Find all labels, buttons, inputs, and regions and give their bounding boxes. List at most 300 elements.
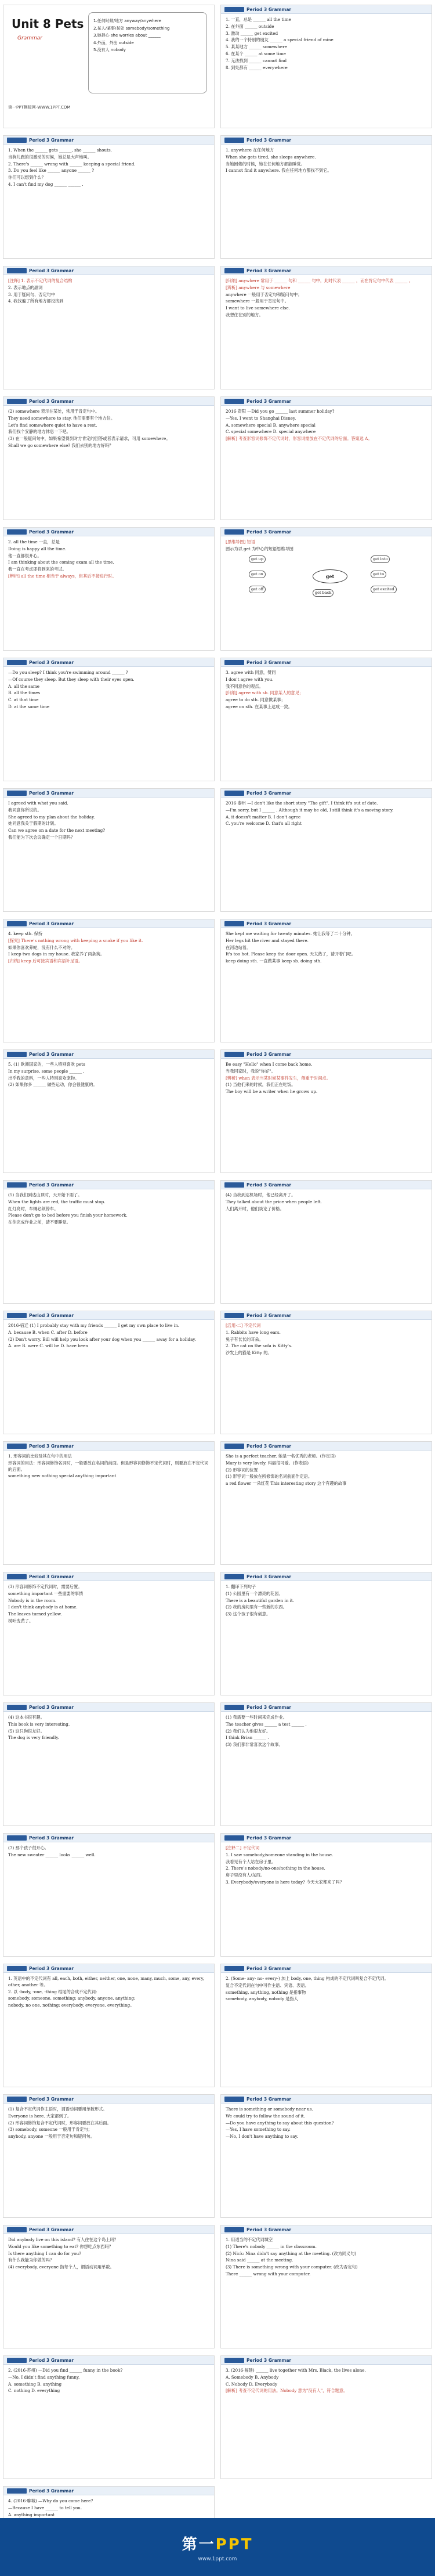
slide-line: In my surprise, some people ______ . — [8, 1068, 85, 1074]
slide-line: 当我回家时，我说"你好"。 — [226, 1068, 276, 1074]
slide-line: Everyone is here. 大家都到了。 — [8, 2113, 72, 2119]
slide — [217, 1830, 435, 1960]
slide-card — [220, 1441, 432, 1565]
slide-line: Nobody is in the room. — [8, 1597, 57, 1603]
slide-line: (4) 这本书很有趣。 — [8, 1715, 45, 1720]
slide-line: C. Nobody D. Everybody — [226, 2381, 278, 2387]
slide-line: 红灯亮时，车辆必须停车。 — [8, 1206, 59, 1211]
header-title: Period 3 Grammar — [246, 398, 292, 404]
slide-line: Let's find somewhere quiet to have a rest. — [8, 422, 97, 428]
slide-header — [221, 1311, 432, 1320]
slide-line: 形容词的用法：形容词修饰名词时，一般要放在名词的前面。但是形容词修饰不定代词时，则要放在不定代词的后面。 — [8, 1460, 209, 1472]
slide-line: 1. 翻译下列句子 — [226, 1584, 256, 1589]
slide-line: 1. Rabbits have long ears. — [226, 1329, 281, 1335]
slide-body — [3, 667, 214, 714]
slide-line: 7. 无法找到 ______ cannot find — [226, 57, 287, 63]
slide-line: Shall we go somewhere else? 我们去别的地方好吗？ — [8, 442, 114, 448]
slide — [217, 1307, 435, 1438]
slide-body — [221, 1059, 432, 1099]
slide-line: (3) There is something wrong with your computer. (改为否定句) — [226, 2264, 358, 2270]
slide-line: —No, I don't have anything to say. — [226, 2134, 298, 2140]
cover-site: 第一PPT模板网-WWW.1PPT.COM — [8, 105, 71, 110]
slide-line: 1. I saw somebody/someone standing in the house. — [226, 1852, 334, 1857]
slide-line: —Yes. I went to Shanghai Disney. — [226, 415, 296, 421]
slide-line: (1) There's nobody ______ in the classroom. — [226, 2243, 317, 2249]
cover-card — [3, 5, 215, 128]
slide-header — [3, 1834, 214, 1842]
slide-card — [3, 2225, 215, 2348]
header-badge-icon — [7, 1182, 27, 1188]
header-title: Period 3 Grammar — [29, 2227, 74, 2232]
slide-card — [220, 1311, 432, 1434]
slide-line: (2) 形容词修饰复合不定代词时，形容词要放在其后面。 — [8, 2120, 111, 2126]
slide-header — [3, 397, 214, 406]
header-title: Period 3 Grammar — [246, 659, 292, 665]
slide-body — [3, 1059, 214, 1092]
slide-line: 1. anywhere 在任何地方 — [226, 147, 274, 153]
header-title: Period 3 Grammar — [29, 398, 74, 404]
slide-card — [220, 396, 432, 520]
slide-line: (2) Nick: Nina didn't say anything at the meeting. (改为同义句) — [226, 2250, 357, 2256]
slide-card — [220, 1180, 432, 1304]
header-badge-icon — [224, 1182, 244, 1188]
slide-line: A. somewhere special B. anywhere special — [226, 422, 316, 428]
header-badge-icon — [7, 1574, 27, 1579]
slide-line: 如果你喜欢养蛇，没有什么不对的。 — [8, 944, 75, 950]
slide-line: [辨析] all the time 相当于 always，但其后不接进行时。 — [8, 573, 117, 579]
slide-line: Can we agree on a date for the next meeting? — [8, 828, 106, 834]
slide-line: 4. I can't find my dog ______ ______ . — [8, 181, 84, 187]
slide-header — [221, 528, 432, 536]
slide-header — [221, 5, 432, 14]
slide-line: D. at the same time — [8, 703, 50, 709]
slide-card — [3, 266, 215, 389]
slide-line: 6. 在某个 ______ at some time — [226, 50, 286, 56]
slide-header — [3, 2487, 214, 2495]
slide-line: 人们离开时，他们谈论了价格。 — [226, 1206, 284, 1211]
slide-line: keep doing sth. 一直做某事 keep sb. doing sth. — [226, 958, 322, 964]
slide-line: There is a beautiful garden in it. — [226, 1597, 295, 1603]
slide-card — [3, 1311, 215, 1434]
slide-body — [221, 1712, 432, 1752]
header-badge-icon — [7, 529, 27, 535]
header-badge-icon — [7, 1313, 27, 1318]
slide-line: I think Brian ______ . — [226, 1735, 269, 1741]
slide-header — [221, 1442, 432, 1451]
slide-card — [220, 135, 432, 259]
header-title: Period 3 Grammar — [29, 1312, 74, 1318]
slide-card — [220, 2094, 432, 2218]
slide — [0, 262, 217, 393]
header-badge-icon — [224, 921, 244, 926]
header-badge-icon — [7, 2488, 27, 2494]
slide — [217, 1568, 435, 1699]
slide-line: 4. (2016·聊城) —Why do you come here? — [8, 2498, 93, 2503]
slide-line: anybody, anyone 一般用于否定句和疑问句。 — [8, 2134, 95, 2140]
mind-map — [226, 553, 427, 600]
slide — [217, 2221, 435, 2352]
slide-body — [3, 275, 214, 308]
slide-line: I don't agree with you. — [226, 676, 274, 682]
header-title: Period 3 Grammar — [29, 2488, 74, 2494]
slide-line: (2) Don't worry. Bill will help you look after your dog when you ______ away for a holiday. — [8, 1336, 196, 1342]
header-title: Period 3 Grammar — [246, 6, 292, 12]
slide-line: 3. 激动 ______ get excited — [226, 30, 278, 36]
slide-header — [221, 1050, 432, 1059]
slide-body — [3, 2234, 214, 2274]
slide-card — [3, 2355, 215, 2479]
slide-line: 我一直在考虑即将到来的考试。 — [8, 567, 67, 572]
slide-line: 2. 在外面 ______ outside — [226, 23, 274, 29]
slide-header — [221, 136, 432, 145]
slide — [0, 524, 217, 654]
slide-line: She agreed to my plan about the holiday. — [8, 814, 95, 820]
header-badge-icon — [224, 7, 244, 12]
slide-line: 他一直都很开心。 — [8, 553, 42, 558]
header-badge-icon — [224, 2358, 244, 2363]
logo-accent: PPT — [215, 2535, 253, 2553]
slide-body — [221, 1320, 432, 1360]
slide-line: The teacher gives ______ a test ______ . — [226, 1721, 307, 1727]
slide-line: 4. keep sth. 保持 — [8, 931, 43, 936]
slide-line: 1. 英语中的不定代词有 all, each, both, either, neither, one, none, many, much, some, any, every, other, another 等。 — [8, 1976, 204, 1987]
slide-body — [221, 1842, 432, 1889]
slide-line: 2. all the time 一直，总是 — [8, 539, 60, 544]
slide — [217, 1699, 435, 1830]
slide-line: I am thinking about the coming exam all the time. — [8, 560, 114, 565]
header-badge-icon — [7, 1835, 27, 1841]
header-badge-icon — [7, 1444, 27, 1449]
slide-line: 8. 到处都有 ______ everywhere — [226, 64, 288, 70]
header-title: Period 3 Grammar — [29, 1443, 74, 1449]
slide — [0, 132, 217, 262]
slide-line: They talked about the price when people left. — [226, 1199, 322, 1204]
slide-line: [辨析] when 表示当某时候某事件发生，侧重于时间点。 — [226, 1075, 331, 1081]
slide-line: [归纳] anywhere 常用于 ______ 句和 ______ 句中，此时代表 ______ ，而在肯定句中代表 ______ 。 — [226, 278, 413, 283]
bubble-line: 1.任何时候/地方 anyway/anywhere — [93, 19, 162, 23]
header-title: Period 3 Grammar — [246, 1574, 292, 1579]
slide-line: anywhere 一般用于否定句和疑问句中； — [226, 291, 302, 297]
header-badge-icon — [7, 1966, 27, 1971]
slide-body — [221, 1973, 432, 2006]
slide-body — [221, 2104, 432, 2144]
header-title: Period 3 Grammar — [246, 2357, 292, 2363]
header-badge-icon — [224, 1705, 244, 1710]
slide-line: 当狗儿跑的很激动的时候，她总是大声地叫。 — [8, 154, 92, 160]
header-title: Period 3 Grammar — [29, 1574, 74, 1579]
slide-line: —Of course they sleep. But they sleep with their eyes open. — [8, 676, 135, 682]
slide-body — [221, 275, 432, 322]
slide-card — [3, 527, 215, 651]
slide-line: I don't think anybody is at home. — [8, 1604, 78, 1610]
slide-line: She is a perfect teacher. 她是一名优秀的老师。(作定语) — [226, 1453, 336, 1459]
slide-body — [221, 1451, 432, 1491]
slide-card — [3, 919, 215, 1042]
slide-header — [3, 2095, 214, 2104]
slide-line: 3. Everybody/everyone is here today? 今天大家都来了吗？ — [226, 1879, 344, 1885]
unit-title: Unit 8 Pets — [12, 17, 84, 31]
slide-header — [3, 1311, 214, 1320]
header-title: Period 3 Grammar — [246, 1182, 292, 1188]
slide-header — [221, 2095, 432, 2104]
slide-line: The leaves turned yellow. — [8, 1611, 62, 1617]
footer-banner — [0, 2518, 435, 2576]
slide-line: (1) 形容词一般放在所修饰的名词前面作定语。 — [226, 1474, 313, 1480]
mind-node: get on — [249, 571, 266, 579]
slide-line: (4) everybody, everyone 指每个人，谓语动词用单数。 — [8, 2264, 114, 2270]
header-title: Period 3 Grammar — [246, 2096, 292, 2102]
slide-body — [221, 667, 432, 714]
slide-line: 3. agree with 同意，赞同 — [226, 670, 276, 675]
slide-body — [221, 928, 432, 968]
slide-line: C. you're welcome D. that's all right — [226, 821, 302, 827]
slide-line: 2. There's ______ wrong with ______ keeping a special friend. — [8, 161, 136, 167]
slide-line: agree to do sth. 同意做某事； — [226, 697, 285, 703]
slide-line: something important 一些重要的事情 — [8, 1590, 84, 1596]
logo-main: 第一 — [182, 2535, 216, 2553]
slide-header — [221, 397, 432, 406]
slide-header — [221, 789, 432, 798]
slide — [217, 524, 435, 654]
slide-card — [3, 1441, 215, 1565]
slide-card — [3, 1964, 215, 2087]
slide-header — [3, 136, 214, 145]
slide — [0, 393, 217, 524]
slide-card — [220, 788, 432, 912]
slide — [217, 915, 435, 1046]
slide-body — [3, 145, 214, 192]
slide-line: 我想住在别的地方。 — [226, 312, 263, 318]
header-badge-icon — [224, 1835, 244, 1841]
slide-line: 我看见有个人站在房子里。 — [226, 1859, 276, 1864]
slide-line: 2. (2016·苏州) —Did you find ______ funny in the book? — [8, 2368, 123, 2373]
slide-card — [220, 658, 432, 781]
header-title: Period 3 Grammar — [246, 1443, 292, 1449]
slide-line: (3) somebody, someone 一般用于肯定句； — [8, 2127, 92, 2133]
slide-line: A. all the same — [8, 683, 40, 689]
header-title: Period 3 Grammar — [246, 921, 292, 926]
slide-line: Nina said ______ at the meeting. — [226, 2257, 293, 2263]
slide-card — [3, 658, 215, 781]
slide-line: 2. The cat on the sofa is Kitty's. — [226, 1343, 292, 1349]
header-badge-icon — [7, 791, 27, 796]
slide-line: [解析] 考查不定代词的用法。Nobody 意为"没有人"，符合题意。 — [226, 2388, 348, 2394]
slide — [0, 785, 217, 915]
slide-cover — [0, 1, 217, 132]
slide-header — [221, 1703, 432, 1712]
slide-header — [221, 658, 432, 667]
slide-line: 我们找个安静的地方休息一下吧。 — [8, 429, 71, 435]
header-badge-icon — [224, 529, 244, 535]
header-title: Period 3 Grammar — [246, 268, 292, 273]
slide-line: (5) 当我们到达山顶时，天开始下雨了。 — [8, 1192, 82, 1197]
header-badge-icon — [7, 1705, 27, 1710]
slide-card — [220, 2355, 432, 2479]
header-title: Period 3 Grammar — [246, 1965, 292, 1971]
slide-card — [3, 1180, 215, 1304]
slide-body — [221, 536, 432, 602]
slide-card — [220, 266, 432, 389]
slide-body — [221, 2365, 432, 2398]
slide-line: C. at that time — [8, 697, 39, 703]
slide-header — [3, 1442, 214, 1451]
slide-line: 2. 以 -body, -one, -thing 结尾的合成不定代词： — [8, 1989, 100, 1994]
slide-line: [思维导图] 短语 — [226, 539, 256, 544]
slide-line: A. Somebody B. Anybody — [226, 2374, 279, 2380]
slide-line: 3. 用于疑问句、否定句中 — [8, 291, 56, 297]
slide-line: nobody, no one, nothing; everybody, everyone, everything。 — [8, 2003, 135, 2008]
header-badge-icon — [7, 138, 27, 143]
slide-line: A. are B. were C. will be D. have been — [8, 1343, 88, 1349]
slide-line: 3. Do you feel like ______ anyone ______ ? — [8, 168, 95, 174]
header-title: Period 3 Grammar — [29, 1051, 74, 1057]
slide — [217, 262, 435, 393]
slide-line: 4. 我的一个特别的朋友 ______ a special friend of mine — [226, 37, 334, 43]
slide-line: (2) somewhere 表示在某处，常用于肯定句中。 — [8, 409, 100, 414]
header-title: Period 3 Grammar — [29, 1835, 74, 1841]
slide-card — [3, 1702, 215, 1826]
mind-node: get off — [249, 586, 266, 594]
slide-header — [3, 266, 214, 275]
slide-line: There ______ wrong with your computer. — [226, 2271, 311, 2276]
header-badge-icon — [224, 1574, 244, 1579]
slide-line: 当她困倦的时候，她在任何地方都能睡觉。 — [226, 161, 305, 167]
slide-body — [3, 1189, 214, 1229]
slide-line: Did anybody live on this island? 有人住在这个岛上吗？ — [8, 2237, 118, 2242]
mind-node: get into — [371, 555, 390, 564]
header-badge-icon — [7, 399, 27, 404]
slide-line: When the lights are red, the traffic must stop. — [8, 1199, 106, 1204]
slide — [0, 1438, 217, 1568]
slide-line: C. nothing D. everything — [8, 2388, 60, 2394]
slide-line: I keep two dogs in my house. 我家养了两条狗。 — [8, 951, 104, 957]
slide-line: somebody, anybody, nobody 是指人 — [226, 1996, 298, 2002]
slide-body — [3, 928, 214, 968]
slide-header — [3, 1050, 214, 1059]
slide-body — [3, 1973, 214, 2012]
slide-line: (1) 复合不定代词作主语时，谓语动词要用单数形式。 — [8, 2106, 107, 2112]
slide — [0, 2221, 217, 2352]
slide-card — [220, 5, 432, 128]
slide-line: She kept me waiting for twenty minutes. 她让我等了二十分钟。 — [226, 931, 355, 936]
slide-line: 有什么我能为你做的吗？ — [8, 2257, 55, 2263]
slide-line: C. special somewhere D. special anywhere — [226, 429, 316, 435]
header-title: Period 3 Grammar — [29, 790, 74, 796]
slide-line: (2) 我的房间里有一些新的东西。 — [226, 1604, 287, 1610]
header-badge-icon — [7, 1052, 27, 1057]
slide-line: The boy will be a writer when he grows up. — [226, 1089, 318, 1095]
slide-card — [3, 1049, 215, 1173]
slide-body — [221, 406, 432, 446]
bubble-line: 5.没有人 nobody — [93, 48, 126, 53]
slide-line: (1) 当他们来的时候，我们正在吃饭。 — [226, 1082, 296, 1088]
slide-body — [3, 1451, 214, 1483]
slide-line: 你们可以想到什么？ — [8, 175, 46, 181]
slide-line: 5. 某某地方 ______ somewhere — [226, 44, 287, 50]
slide-header — [221, 919, 432, 928]
slide-card — [3, 1833, 215, 1957]
slide-body — [221, 798, 432, 831]
header-badge-icon — [224, 660, 244, 665]
slide-body — [3, 406, 214, 453]
slide-header — [3, 1703, 214, 1712]
footer-logo — [182, 2532, 253, 2554]
slide-line: 出乎我的意料，一些人特别喜欢宠物。 — [8, 1075, 79, 1081]
slide-body — [221, 2234, 432, 2281]
slide-line: Would you like something to eat? 你想吃点东西吗？ — [8, 2243, 113, 2249]
slide-line: [注释二] 不定代词 — [226, 1845, 260, 1850]
header-badge-icon — [224, 791, 244, 796]
slide-line: A. because B. when C. after D. before — [8, 1329, 88, 1335]
slide-line: 2016·资阳 —Did you go ______ last summer holiday? — [226, 409, 335, 414]
header-badge-icon — [7, 2358, 27, 2363]
header-badge-icon — [7, 921, 27, 926]
slide-body — [3, 1320, 214, 1353]
slide-line: somewhere 一般用于肯定句中。 — [226, 298, 289, 304]
slide-line: This book is very interesting. — [8, 1721, 70, 1727]
mind-node: get up — [249, 555, 266, 564]
cover-subtitle: Grammar — [17, 35, 42, 41]
header-title: Period 3 Grammar — [246, 1051, 292, 1057]
slide-body — [221, 1581, 432, 1621]
slide-line: 4. 我找遍了所有地方都没找到 — [8, 298, 64, 304]
slide-line: The new sweater ______ looks ______ well. — [8, 1852, 96, 1857]
header-title: Period 3 Grammar — [29, 2096, 74, 2102]
slide-line: I agreed with what you said. — [8, 800, 68, 806]
slide-line: B. all the times — [8, 690, 41, 696]
header-title: Period 3 Grammar — [246, 1312, 292, 1318]
slide-body — [221, 145, 432, 178]
slide-line: 我们能为下次会议确定一个日期吗？ — [8, 834, 75, 840]
slide-card — [220, 2225, 432, 2348]
slide-line: 复合不定代词在句中可作主语、宾语、表语。 — [226, 1982, 309, 1988]
slide — [0, 654, 217, 785]
bubble-line: 2.某人/某事/某处 somebody/something — [93, 26, 170, 31]
header-title: Period 3 Grammar — [246, 2227, 292, 2232]
footer-subline: www.1ppt.com — [198, 2556, 237, 2562]
slide — [217, 1, 435, 132]
slide-line: When she gets tired, she sleeps anywhere. — [226, 154, 316, 160]
header-badge-icon — [224, 2097, 244, 2102]
slide-card — [220, 919, 432, 1042]
slide-line: Doing is happy all the time. — [8, 546, 67, 551]
header-title: Period 3 Grammar — [29, 268, 74, 273]
header-badge-icon — [7, 2097, 27, 2102]
slide-card — [220, 1049, 432, 1173]
header-badge-icon — [224, 399, 244, 404]
slide-line: [归纳] keep 后可接宾语和宾语补足语。 — [8, 958, 83, 964]
slide-line: [注释] 1. 表示不定代词的复合结构 — [8, 278, 72, 283]
slide-line: (3) 形容词修饰不定代词时，需要后置。 — [8, 1584, 82, 1589]
slide-line: 我同意你所说的。 — [8, 807, 42, 813]
header-badge-icon — [7, 660, 27, 665]
slide-line: (2) 如果你多 ______ 做些运动，你会很健康的。 — [8, 1082, 97, 1088]
header-title: Period 3 Grammar — [29, 921, 74, 926]
slide — [0, 1177, 217, 1307]
slide-line: 3. (2016·福建) ______ live together with Mrs. Black, the lives alone. — [226, 2368, 366, 2373]
header-title: Period 3 Grammar — [246, 1704, 292, 1710]
header-badge-icon — [224, 2227, 244, 2232]
slide-line: We could try to follow the sound of it. — [226, 2113, 305, 2119]
slide — [0, 2091, 217, 2221]
header-badge-icon — [224, 1966, 244, 1971]
slide-line: (4) 当我到达机场时，他已经离开了。 — [226, 1192, 296, 1197]
slide-line: [活用·二] 不定代词 — [226, 1323, 261, 1328]
slide — [217, 393, 435, 524]
slide-body — [221, 14, 432, 74]
header-title: Period 3 Grammar — [29, 1704, 74, 1710]
header-badge-icon — [224, 1313, 244, 1318]
